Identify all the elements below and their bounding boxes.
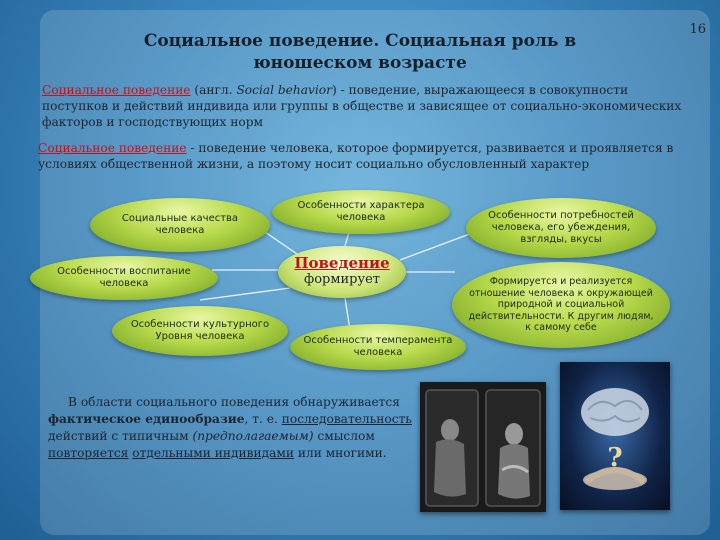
photo-couple-image (420, 382, 546, 512)
oval-relation-note: Формируется и реализуется отношение человека к окружающей природной и социальной действительности. К другим людям, к самому себе (452, 262, 670, 348)
definition-term-2: Социальное поведение (38, 141, 187, 155)
brain-question-mark: ? (607, 443, 623, 473)
definition-1-text-b: ) - поведение, выражающееся в совокупности поступков и действий индивида или группы в обществе и зависящее от социально-экономических факторов и господствующих норм (42, 83, 682, 129)
title-line-1: Социальное поведение. Социальная роль в (143, 31, 577, 51)
connector-social-qualities (265, 232, 300, 256)
definition-1-english: Social behavior (236, 83, 332, 97)
definition-term-1: Социальное поведение (42, 83, 191, 97)
oval-needs: Особенности потребностей человека, его убеждения, взгляды, вкусы (466, 198, 656, 258)
summary-paragraph: В области социального поведения обнаруживается фактическое единообразие, т. е. последовательность действий с типичным (предполагаемым) смыслом повторяется отдельными индивидами или многими. (48, 395, 412, 460)
slide-number: 16 (689, 22, 706, 37)
oval-culture: Особенности культурного Уровня человека (112, 306, 288, 356)
center-subtitle: формирует (304, 272, 380, 287)
definition-1-text-a: (англ. (190, 83, 237, 97)
center-title: Поведение (294, 254, 390, 272)
center-behavior-oval (278, 246, 406, 298)
connector-culture (200, 288, 290, 300)
oval-upbringing: Особенности воспитание человека (30, 256, 218, 300)
oval-character: Особенности характера человека (272, 190, 450, 234)
definition-2-text: - поведение человека, которое формируется, развивается и проявляется в условиях общественной жизни, а поэтому носит социально обусловленный характер (38, 141, 674, 171)
connector-needs (400, 232, 475, 260)
title-line-2: юношеском возрасте (253, 53, 467, 73)
photo-brain-image (560, 362, 670, 510)
oval-temperament: Особенности темперамента человека (290, 324, 466, 370)
oval-social-qualities: Социальные качества человека (90, 198, 270, 252)
